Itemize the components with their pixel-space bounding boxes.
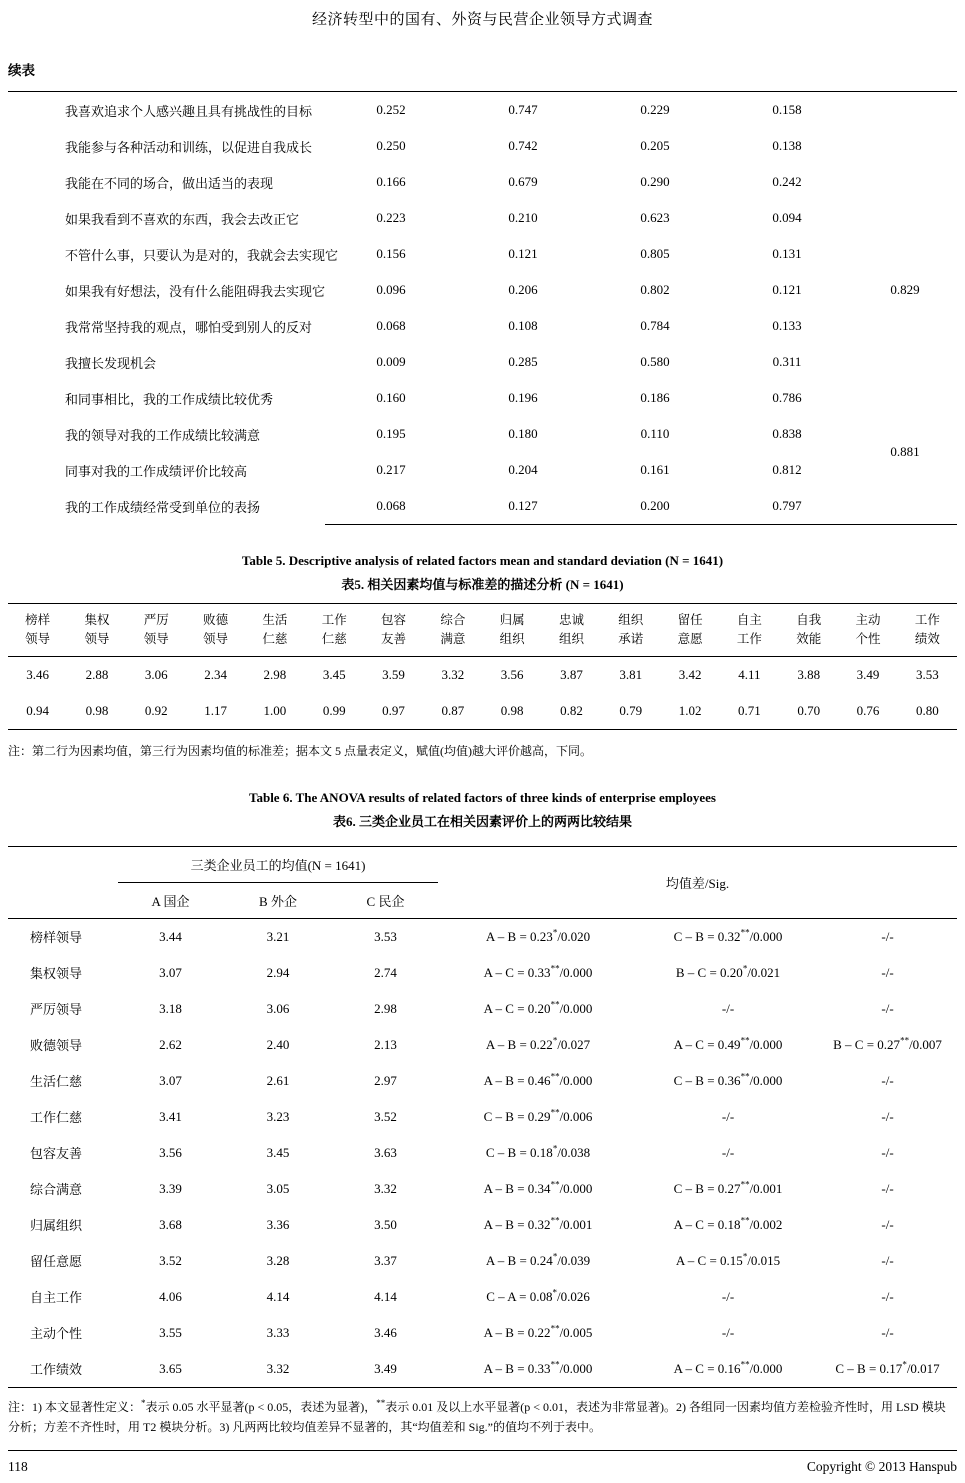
loading-value: 0.580 <box>640 354 670 369</box>
page-number: 118 <box>8 1459 28 1475</box>
table5-caption-en: Table 5. Descriptive analysis of related factors mean and standard deviation (N = 1641) <box>241 553 724 568</box>
group-mean-value: 3.56 <box>159 1144 182 1160</box>
factor-header: 榜样 领导 <box>8 604 67 657</box>
factor-header: 归属 组织 <box>483 604 542 657</box>
loading-value: 0.786 <box>772 390 802 405</box>
mean-diff-sig: -/- <box>721 1324 735 1340</box>
mean-value: 2.34 <box>204 667 227 682</box>
std-value: 0.94 <box>26 703 50 718</box>
anova-row <box>8 918 957 955</box>
mean-diff-sig: -/- <box>881 1108 894 1124</box>
loading-value: 0.802 <box>640 282 670 297</box>
alpha-value <box>853 128 957 164</box>
mean-value: 3.45 <box>322 667 346 682</box>
group-mean-value: 2.74 <box>374 964 397 980</box>
loading-value: 0.166 <box>376 174 406 189</box>
item-row <box>8 128 957 164</box>
mean-diff-sig: B – C = 0.20*/0.021 <box>675 963 781 980</box>
item-row <box>8 452 957 488</box>
factor-label: 主动个性 <box>30 1326 83 1342</box>
loading-value: 0.009 <box>376 354 406 369</box>
loading-value: 0.747 <box>508 102 538 117</box>
mean-diff-sig: A – B = 0.22**/0.005 <box>483 1323 593 1340</box>
item-row <box>8 164 957 200</box>
group-mean-value: 3.23 <box>266 1108 290 1124</box>
group-mean-value: 3.46 <box>374 1324 397 1340</box>
factor-header: 综合 满意 <box>423 604 482 657</box>
group-mean-value: 4.06 <box>159 1288 182 1304</box>
alpha-value: 0.829 <box>890 282 920 297</box>
loading-value: 0.206 <box>508 282 538 297</box>
item-label: 我的工作成绩经常受到单位的表扬 <box>65 499 261 515</box>
loading-value: 0.223 <box>376 210 406 225</box>
loading-value: 0.290 <box>640 174 670 189</box>
mean-value: 3.87 <box>560 667 583 682</box>
item-label: 我喜欢追求个人感兴趣且具有挑战性的目标 <box>65 103 313 119</box>
group-mean-value: 2.62 <box>159 1036 182 1052</box>
anova-row <box>8 1207 957 1243</box>
anova-row <box>8 955 957 991</box>
loading-value: 0.623 <box>640 210 670 225</box>
group-mean-value: 3.44 <box>159 928 182 944</box>
mean-diff-sig: -/- <box>881 1072 894 1088</box>
factor-label: 留任意愿 <box>30 1254 83 1270</box>
anova-row <box>8 991 957 1027</box>
page-footer <box>8 1450 957 1475</box>
group-mean-value: 2.97 <box>374 1072 397 1088</box>
alpha-value <box>853 308 957 344</box>
group-mean-value: 3.55 <box>159 1324 182 1340</box>
group-mean-value: 3.05 <box>266 1180 290 1196</box>
item-label: 和同事相比，我的工作成绩比较优秀 <box>65 391 274 407</box>
loading-value: 0.196 <box>508 390 538 405</box>
group-mean-value: 3.50 <box>374 1216 397 1232</box>
mean-diff-sig: C – B = 0.17*/0.017 <box>818 1351 957 1388</box>
loading-value: 0.068 <box>376 318 406 333</box>
group-mean-value: 3.21 <box>266 928 290 944</box>
factor-label: 综合满意 <box>30 1182 83 1198</box>
header-spacer <box>8 882 118 918</box>
loading-value: 0.186 <box>640 390 670 405</box>
table6-caption-zh: 表6. 三类企业员工在相关因素评价上的两两比较结果 <box>332 813 632 829</box>
mean-diff-sig: -/- <box>881 1180 894 1196</box>
anova-row <box>8 1315 957 1351</box>
factor-header: 忠诚 组织 <box>542 604 601 657</box>
mean-diff-sig: C – B = 0.18*/0.038 <box>485 1143 591 1160</box>
mean-diff-sig: C – B = 0.29**/0.006 <box>483 1107 593 1124</box>
anova-row <box>8 1351 957 1388</box>
loading-value: 0.200 <box>589 488 721 525</box>
std-value: 0.98 <box>85 703 109 718</box>
mean-diff-sig: A – C = 0.33**/0.000 <box>483 963 593 980</box>
table5-caption-zh: 表5. 相关因素均值与标准差的描述分析 (N = 1641) <box>341 577 624 592</box>
group-mean-value: 2.94 <box>266 964 290 980</box>
loading-value: 0.127 <box>457 488 589 525</box>
factor-header: 工作 绩效 <box>898 604 957 657</box>
mean-diff-sig: A – C = 0.15*/0.015 <box>675 1251 781 1268</box>
factor-header: 生活 仁慈 <box>245 604 304 657</box>
std-value: 0.71 <box>738 703 761 718</box>
mean-diff-sig: -/- <box>721 1108 735 1124</box>
std-value: 0.76 <box>856 703 880 718</box>
mean-diff-sig: B – C = 0.27**/0.007 <box>833 1035 942 1052</box>
loading-value: 0.679 <box>508 174 538 189</box>
mean-diff-sig: C – B = 0.36**/0.000 <box>673 1071 783 1088</box>
loading-value: 0.797 <box>721 488 853 525</box>
page-title: 经济转型中的国有、外资与民营企业领导方式调查 <box>311 12 653 28</box>
factor-label: 包容友善 <box>30 1146 83 1162</box>
group-mean-value: 3.65 <box>118 1351 223 1388</box>
group-mean-value: 4.14 <box>266 1288 290 1304</box>
mean-value: 3.06 <box>144 667 168 682</box>
mean-diff-sig: A – C = 0.18**/0.002 <box>673 1215 783 1232</box>
item-label: 不管什么事，只要认为是对的，我就会去实现它 <box>65 247 339 263</box>
mean-diff-sig: -/- <box>881 964 894 980</box>
loading-value: 0.285 <box>508 354 538 369</box>
anova-row <box>8 1027 957 1063</box>
factor-header: 严厉 领导 <box>127 604 186 657</box>
mean-diff-sig: -/- <box>881 1000 894 1016</box>
loading-value: 0.068 <box>325 488 457 525</box>
factor-header: 集权 领导 <box>67 604 126 657</box>
factor-label: 自主工作 <box>30 1290 83 1306</box>
factor-label: 生活仁慈 <box>30 1074 83 1090</box>
loading-value: 0.096 <box>376 282 406 297</box>
mean-diff-sig: -/- <box>881 1252 894 1268</box>
table5-means-row <box>8 657 957 694</box>
std-value: 1.00 <box>263 703 287 718</box>
alpha-value <box>853 200 957 236</box>
loading-value: 0.838 <box>772 426 802 441</box>
mean-value: 3.49 <box>856 667 880 682</box>
std-value: 0.97 <box>382 703 405 718</box>
anova-row <box>8 1063 957 1099</box>
std-value: 0.70 <box>797 703 821 718</box>
std-value: 0.82 <box>560 703 583 718</box>
factor-label: 工作绩效 <box>8 1351 118 1388</box>
std-value: 1.17 <box>204 703 227 718</box>
anova-row <box>8 1171 957 1207</box>
group-mean-value: 3.39 <box>159 1180 182 1196</box>
loading-value: 0.161 <box>640 462 670 477</box>
loading-value: 0.160 <box>376 390 406 405</box>
item-label: 同事对我的工作成绩评价比较高 <box>65 463 248 479</box>
factor-header: 自我 效能 <box>779 604 838 657</box>
enterprise-col-header: A 国企 <box>118 882 223 918</box>
loading-value: 0.108 <box>508 318 538 333</box>
group-mean-header: 三类企业员工的均值(N = 1641) <box>118 846 438 882</box>
item-label: 如果我有好想法，没有什么能阻碍我去实现它 <box>65 283 326 299</box>
table5-header-row <box>8 604 957 657</box>
factor-label: 败德领导 <box>30 1038 83 1054</box>
item-row <box>8 308 957 344</box>
alpha-value <box>853 92 957 129</box>
anova-comparison-table <box>8 846 957 1388</box>
group-mean-value: 3.53 <box>374 928 397 944</box>
loading-value: 0.094 <box>772 210 802 225</box>
loading-value: 0.229 <box>640 102 670 117</box>
loading-value: 0.210 <box>508 210 538 225</box>
mean-diff-sig: C – B = 0.27**/0.001 <box>673 1179 783 1196</box>
continued-table-label: 续表 <box>8 63 35 78</box>
loading-value: 0.195 <box>376 426 406 441</box>
mean-diff-sig: A – C = 0.49**/0.000 <box>673 1035 783 1052</box>
group-mean-value: 3.41 <box>159 1108 182 1124</box>
factor-label: 榜样领导 <box>30 930 83 946</box>
std-value: 0.87 <box>441 703 465 718</box>
group-mean-value: 2.13 <box>374 1036 397 1052</box>
std-value: 0.98 <box>500 703 524 718</box>
mean-diff-sig: A – B = 0.23*/0.020 <box>485 927 591 944</box>
std-value: 0.80 <box>915 703 939 718</box>
loading-value: 0.252 <box>376 102 406 117</box>
loading-value: 0.217 <box>376 462 406 477</box>
group-mean-value: 3.63 <box>374 1144 397 1160</box>
factor-header: 工作 仁慈 <box>305 604 364 657</box>
mean-value: 3.42 <box>678 667 702 682</box>
loading-value: 0.204 <box>508 462 538 477</box>
loading-value: 0.158 <box>772 102 802 117</box>
loading-value: 0.742 <box>508 138 538 153</box>
item-label: 我的领导对我的工作成绩比较满意 <box>65 427 261 443</box>
enterprise-col-header: C 民企 <box>333 882 438 918</box>
group-mean-value: 2.40 <box>266 1036 290 1052</box>
mean-value: 3.81 <box>619 667 643 682</box>
alpha-value <box>853 164 957 200</box>
item-row <box>8 236 957 272</box>
factor-loading-continued-table <box>8 91 957 525</box>
mean-value: 3.32 <box>441 667 465 682</box>
loading-value: 0.311 <box>772 354 802 369</box>
copyright-text: Copyright © 2013 Hanspub <box>806 1459 957 1475</box>
std-value: 0.99 <box>322 703 346 718</box>
group-mean-value: 3.45 <box>266 1144 290 1160</box>
mean-diff-sig: -/- <box>721 1000 735 1016</box>
mean-value: 2.98 <box>263 667 287 682</box>
factor-header: 留任 意愿 <box>660 604 719 657</box>
mean-diff-sig: A – B = 0.24*/0.039 <box>485 1251 591 1268</box>
std-value: 0.92 <box>144 703 168 718</box>
item-label: 我能在不同的场合，做出适当的表现 <box>65 175 274 191</box>
item-row <box>8 200 957 236</box>
group-mean-value: 2.98 <box>374 1000 397 1016</box>
mean-diff-sig: -/- <box>881 1324 894 1340</box>
loading-value: 0.784 <box>640 318 670 333</box>
item-row <box>8 488 957 525</box>
mean-diff-sig: A – B = 0.32**/0.001 <box>483 1215 593 1232</box>
item-label: 如果我看到不喜欢的东西，我会去改正它 <box>65 211 300 227</box>
group-mean-value: 3.68 <box>159 1216 182 1232</box>
factor-header: 主动 个性 <box>838 604 897 657</box>
loading-value: 0.805 <box>640 246 670 261</box>
mean-diff-sig: A – B = 0.46**/0.000 <box>483 1071 593 1088</box>
anova-row <box>8 1135 957 1171</box>
mean-value: 3.53 <box>915 667 939 682</box>
anova-row <box>8 1243 957 1279</box>
item-row <box>8 92 957 129</box>
loading-value: 0.156 <box>376 246 406 261</box>
loading-value: 0.131 <box>772 246 802 261</box>
anova-row <box>8 1279 957 1315</box>
group-mean-value: 3.52 <box>374 1108 397 1124</box>
table6-note: 注：1) 本文显著性定义：*表示 0.05 水平显著(p < 0.05，表述为显著)，**表示 0.01 及以上水平显著(p < 0.01，表述为非常显著)。2) 各组同一因素均值方差检验齐性时，用 LSD 模块分析；方差不齐性时，用 T2 模块分析。3) 凡两两比较均值差异不显著的，其“均值差和 Sig.”的值均不列于表中。 <box>8 1397 946 1434</box>
mean-diff-sig-header: 均值差/Sig. <box>438 846 957 918</box>
mean-diff-sig: -/- <box>881 1288 894 1304</box>
mean-diff-sig: -/- <box>881 1144 894 1160</box>
enterprise-col-header: B 外企 <box>223 882 333 918</box>
loading-value: 0.205 <box>640 138 670 153</box>
group-mean-value: 4.14 <box>374 1288 397 1304</box>
mean-diff-sig: C – A = 0.08*/0.026 <box>486 1287 590 1304</box>
loading-value: 0.242 <box>772 174 802 189</box>
group-mean-value: 3.32 <box>374 1180 397 1196</box>
mean-diff-sig: A – B = 0.34**/0.000 <box>483 1179 593 1196</box>
std-value: 0.79 <box>619 703 643 718</box>
mean-value: 4.11 <box>738 667 761 682</box>
group-mean-value: 3.36 <box>266 1216 290 1232</box>
loading-value: 0.180 <box>508 426 538 441</box>
table5-stds-row <box>8 693 957 730</box>
mean-value: 3.56 <box>500 667 524 682</box>
group-mean-value: 3.49 <box>333 1351 438 1388</box>
item-row <box>8 380 957 416</box>
mean-diff-sig: A – C = 0.20**/0.000 <box>483 999 593 1016</box>
mean-value: 3.88 <box>797 667 821 682</box>
group-mean-value: 3.06 <box>266 1000 290 1016</box>
alpha-value <box>853 488 957 525</box>
group-mean-value: 3.37 <box>374 1252 397 1268</box>
mean-diff-sig: -/- <box>881 928 894 944</box>
alpha-value <box>853 380 957 416</box>
table6-header-row-1 <box>8 846 957 882</box>
factor-header: 自主 工作 <box>720 604 779 657</box>
header-spacer <box>8 846 118 882</box>
factor-header: 组织 承诺 <box>601 604 660 657</box>
mean-diff-sig: A – B = 0.33**/0.000 <box>438 1351 638 1388</box>
group-mean-value: 3.07 <box>159 1072 182 1088</box>
item-row <box>8 272 957 308</box>
loading-value: 0.133 <box>772 318 802 333</box>
loading-value: 0.812 <box>772 462 802 477</box>
mean-value: 2.88 <box>85 667 109 682</box>
group-mean-value: 3.33 <box>266 1324 290 1340</box>
loading-value: 0.250 <box>376 138 406 153</box>
mean-value: 3.46 <box>26 667 50 682</box>
descriptive-statistics-table <box>8 603 957 730</box>
factor-label: 归属组织 <box>30 1218 83 1234</box>
factor-label: 严厉领导 <box>30 1002 83 1018</box>
mean-diff-sig: -/- <box>881 1216 894 1232</box>
factor-header: 败德 领导 <box>186 604 245 657</box>
group-mean-value: 2.61 <box>266 1072 290 1088</box>
mean-diff-sig: A – C = 0.16**/0.000 <box>638 1351 818 1388</box>
group-mean-value: 3.07 <box>159 964 182 980</box>
mean-diff-sig: A – B = 0.22*/0.027 <box>485 1035 591 1052</box>
table5-note: 注：第二行为因素均值，第三行为因素均值的标准差；据本文 5 点量表定义，赋值(均值)越大评价越高，下同。 <box>8 744 592 758</box>
mean-diff-sig: -/- <box>721 1144 735 1160</box>
item-row <box>8 344 957 380</box>
loading-value: 0.121 <box>772 282 802 297</box>
group-mean-value: 3.52 <box>159 1252 182 1268</box>
item-row <box>8 416 957 452</box>
group-mean-value: 3.32 <box>223 1351 333 1388</box>
anova-row <box>8 1099 957 1135</box>
loading-value: 0.138 <box>772 138 802 153</box>
factor-label: 工作仁慈 <box>30 1110 83 1126</box>
mean-diff-sig: -/- <box>721 1288 735 1304</box>
factor-label: 集权领导 <box>30 966 83 982</box>
item-label: 我常常坚持我的观点，哪怕受到别人的反对 <box>65 319 313 335</box>
mean-value: 3.59 <box>382 667 405 682</box>
alpha-value <box>853 236 957 272</box>
loading-value: 0.110 <box>640 426 670 441</box>
item-label: 我能参与各种活动和训练，以促进自我成长 <box>65 139 313 155</box>
table6-caption-en: Table 6. The ANOVA results of related factors of three kinds of enterprise employees <box>248 789 716 805</box>
loading-value: 0.121 <box>508 246 538 261</box>
std-value: 1.02 <box>678 703 702 718</box>
group-mean-value: 3.28 <box>266 1252 290 1268</box>
alpha-value <box>853 344 957 380</box>
mean-diff-sig: C – B = 0.32**/0.000 <box>673 927 783 944</box>
item-label: 我擅长发现机会 <box>65 355 157 371</box>
group-mean-value: 3.18 <box>159 1000 182 1016</box>
factor-header: 包容 友善 <box>364 604 423 657</box>
alpha-value: 0.881 <box>890 444 920 459</box>
